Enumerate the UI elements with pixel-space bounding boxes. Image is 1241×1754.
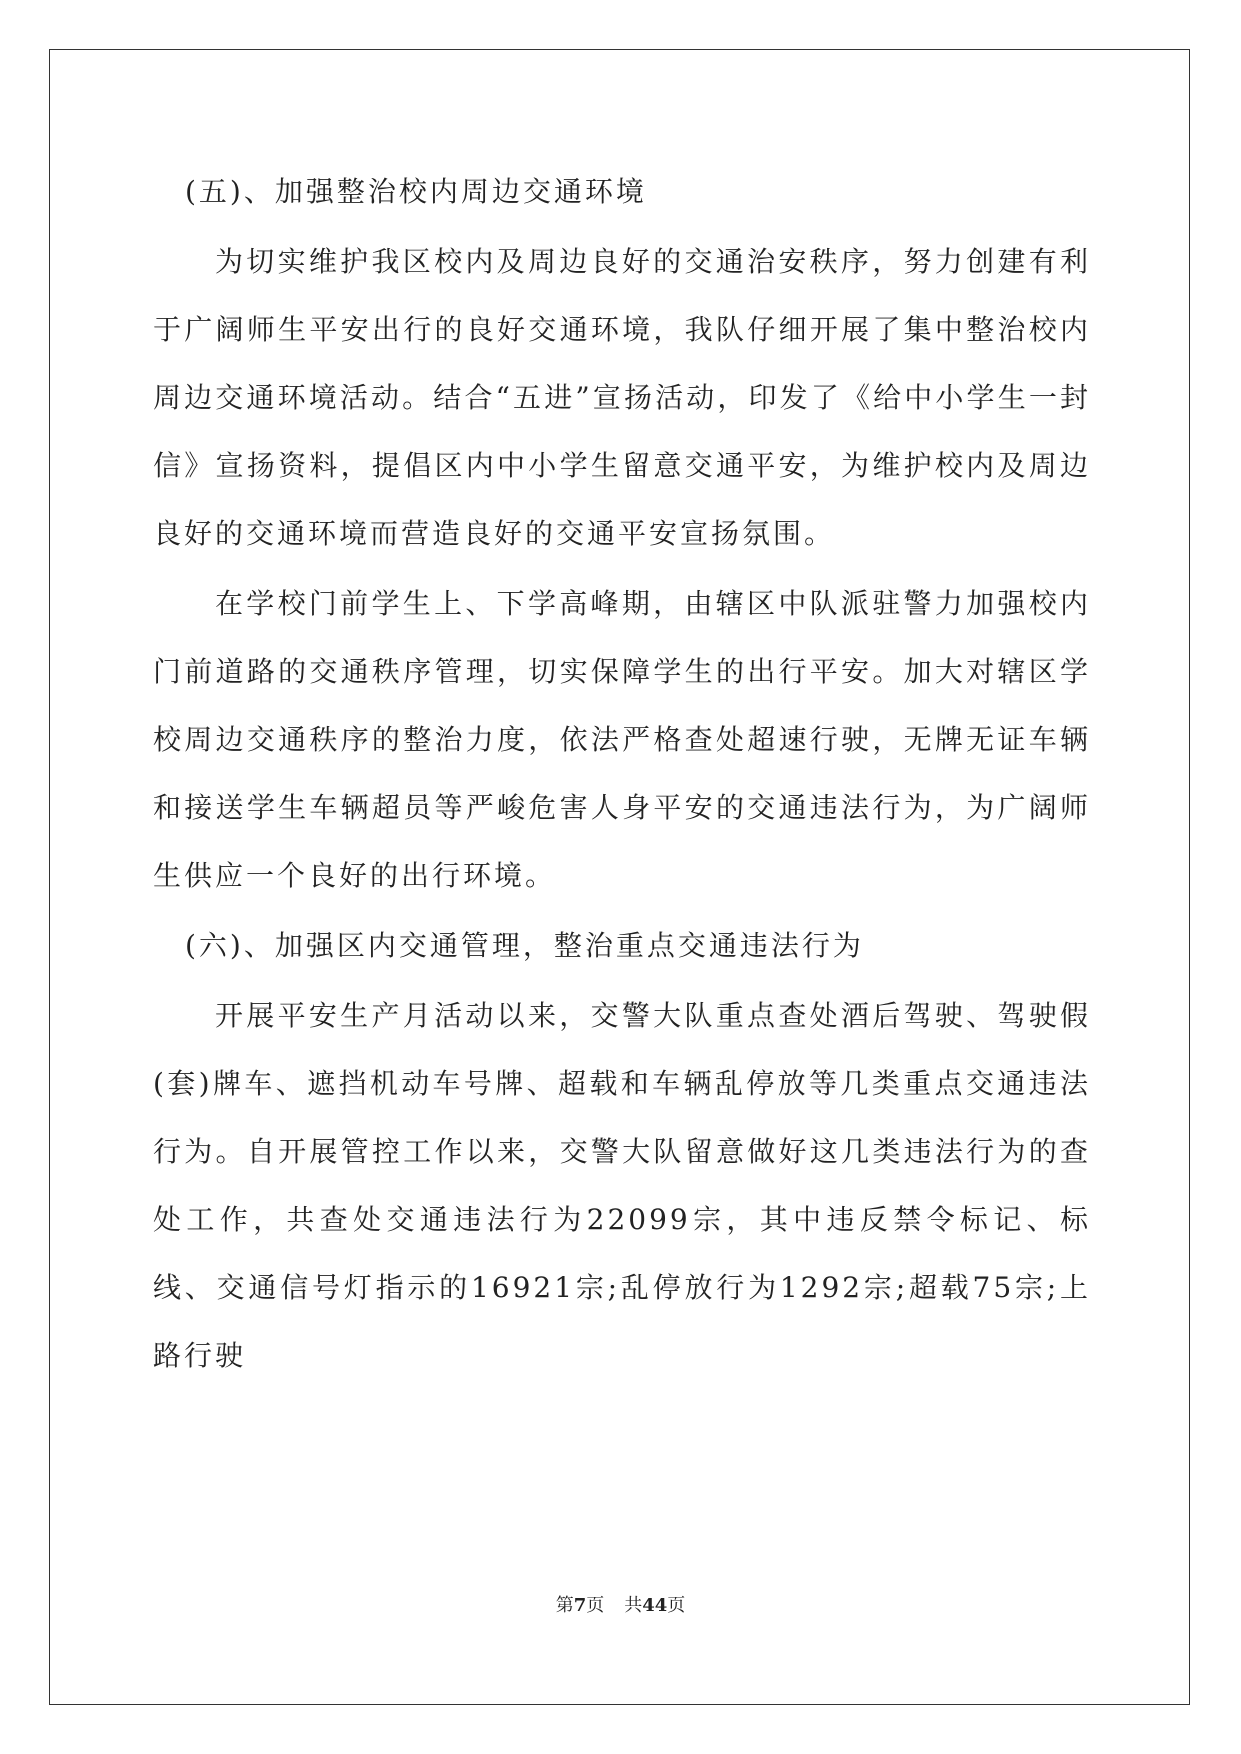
document-body [153, 158, 1091, 1392]
body-paragraph: 开展平安生产月活动以来，交警大队重点查处酒后驾驶、驾驶假(套)牌车、遮挡机动车号牌、超载和车辆乱停放等几类重点交通违法行为。自开展管控工作以来，交警大队留意做好这几类违法行为的查处工作，共查处交通违法行为22099宗，其中违反禁令标记、标线、交通信号灯指示的16921宗;乱停放行为1292宗;超载75宗;上路行驶 [153, 999, 1091, 1372]
total-pages: 44 [642, 1595, 668, 1616]
page-number: 7 [573, 1595, 587, 1616]
total-suffix: 页 [667, 1595, 686, 1616]
page-prefix: 第 [555, 1595, 574, 1616]
page-footer [0, 1591, 1241, 1617]
total-prefix: 共 [624, 1595, 643, 1616]
page-suffix: 页 [586, 1595, 605, 1616]
section-heading-5: (五)、加强整治校内周边交通环境 [185, 175, 647, 208]
body-paragraph: 为切实维护我区校内及周边良好的交通治安秩序，努力创建有利于广阔师生平安出行的良好交通环境，我队仔细开展了集中整治校内周边交通环境活动。结合“五进”宣扬活动，印发了《给中小学生一封信》宣扬资料，提倡区内中小学生留意交通平安，为维护校内及周边良好的交通环境而营造良好的交通平安宣扬氛围。 [153, 245, 1091, 550]
section-heading-6: (六)、加强区内交通管理，整治重点交通违法行为 [185, 929, 864, 962]
body-paragraph: 在学校门前学生上、下学高峰期，由辖区中队派驻警力加强校内门前道路的交通秩序管理，切实保障学生的出行平安。加大对辖区学校周边交通秩序的整治力度，依法严格查处超速行驶，无牌无证车辆和接送学生车辆超员等严峻危害人身平安的交通违法行为，为广阔师生供应一个良好的出行环境。 [153, 587, 1091, 892]
